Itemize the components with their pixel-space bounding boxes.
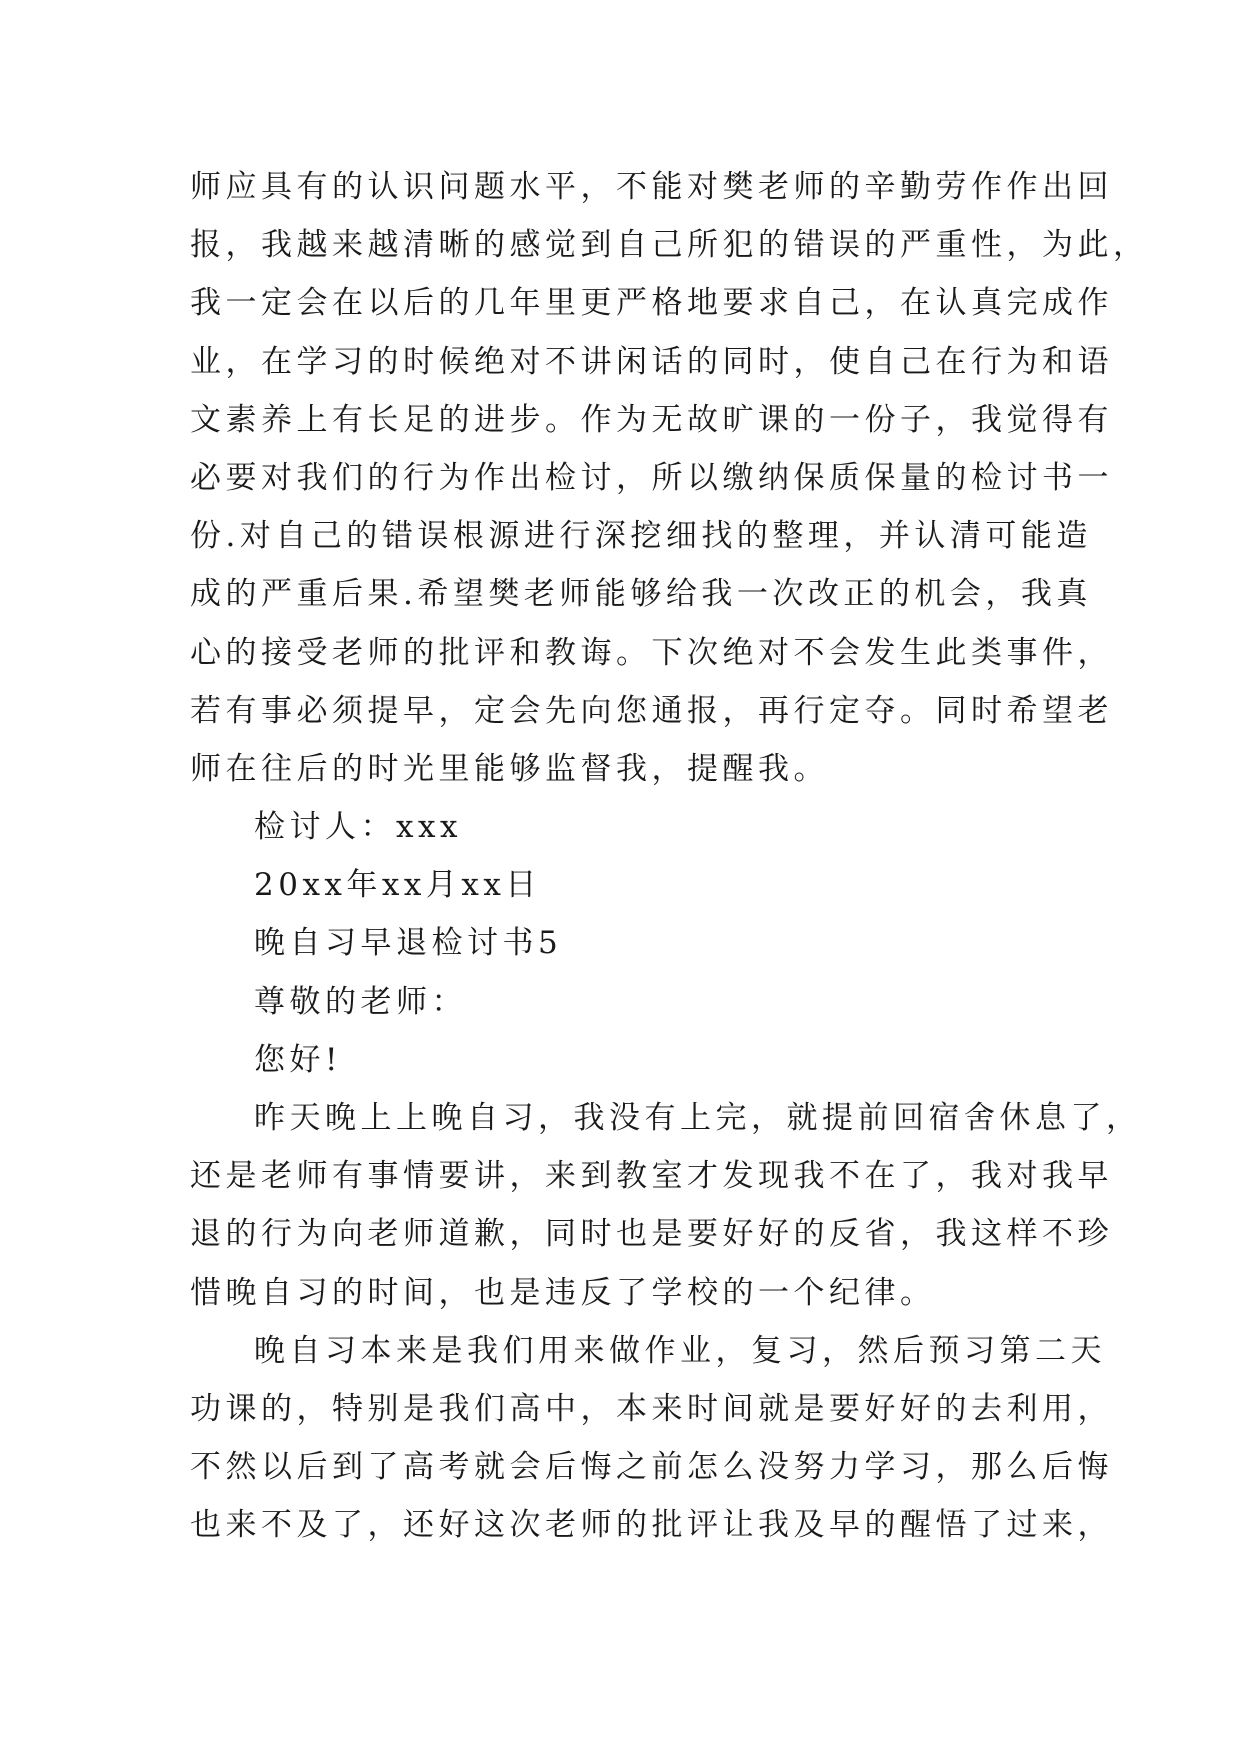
text-line: 文素养上有长足的进步。作为无故旷课的一份子，我觉得有 <box>190 401 1113 438</box>
text-line: 份.对自己的错误根源进行深挖细找的整理，并认清可能造 <box>190 518 1092 555</box>
text-line: 功课的，特别是我们高中，本来时间就是要好好的去利用， <box>190 1390 1113 1427</box>
text-line: 不然以后到了高考就会后悔之前怎么没努力学习，那么后悔 <box>190 1449 1113 1486</box>
text-line: 尊敬的老师： <box>254 983 467 1020</box>
text-line: 20xx年xx月xx日 <box>254 867 541 904</box>
text-line: 成的严重后果.希望樊老师能够给我一次改正的机会，我真 <box>190 576 1092 613</box>
text-line: 退的行为向老师道歉，同时也是要好好的反省，我这样不珍 <box>190 1216 1113 1253</box>
text-line: 师应具有的认识问题水平，不能对樊老师的辛勤劳作作出回 <box>190 169 1113 205</box>
text-line: 报，我越来越清晰的感觉到自己所犯的错误的严重性，为此， <box>190 227 1149 264</box>
text-line: 还是老师有事情要讲，来到教室才发现我不在了，我对我早 <box>190 1158 1113 1195</box>
text-line: 师在往后的时光里能够监督我，提醒我。 <box>190 750 829 787</box>
text-line: 若有事必须提早，定会先向您通报，再行定夺。同时希望老 <box>190 692 1113 729</box>
text-line: 必要对我们的行为作出检讨，所以缴纳保质保量的检讨书一 <box>190 459 1113 496</box>
text-line: 晚自习早退检讨书5 <box>254 925 563 962</box>
text-line: 惜晚自习的时间，也是违反了学校的一个纪律。 <box>190 1274 936 1311</box>
text-line: 业，在学习的时候绝对不讲闲话的同时，使自己在行为和语 <box>190 343 1113 380</box>
document-body <box>190 158 1149 1555</box>
text-line: 也来不及了，还好这次老师的批评让我及早的醒悟了过来， <box>190 1507 1113 1544</box>
text-line: 检讨人：xxx <box>254 809 462 846</box>
text-line: 晚自习本来是我们用来做作业，复习，然后预习第二天 <box>254 1332 1106 1369</box>
text-line: 心的接受老师的批评和教诲。下次绝对不会发生此类事件， <box>190 634 1113 671</box>
text-line: 我一定会在以后的几年里更严格地要求自己，在认真完成作 <box>190 285 1113 322</box>
text-line: 昨天晚上上晚自习，我没有上完，就提前回宿舍休息了， <box>254 1100 1142 1136</box>
text-line: 您好! <box>254 1041 342 1078</box>
